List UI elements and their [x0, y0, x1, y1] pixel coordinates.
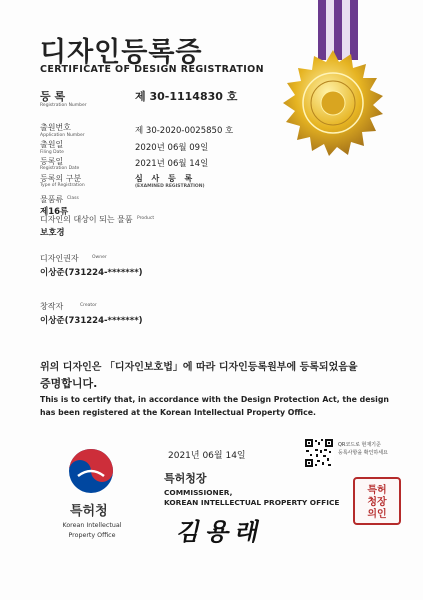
class-label: 물품류 — [40, 195, 64, 204]
registration-number: 제 30-1114830 호 — [135, 90, 238, 103]
registration-type-label-english: Type of Registration — [40, 183, 85, 188]
qr-caption-line: 등록사항을 확인하세요 — [338, 450, 388, 456]
stamp-line: 특허 — [367, 485, 387, 496]
filing-date-label-english: Filing Date — [40, 150, 64, 155]
class-label-english: Class — [67, 196, 79, 201]
commissioner-title-english-line: KOREAN INTELLECTUAL PROPERTY OFFICE — [164, 498, 340, 507]
filing-date-label: 출원일 — [40, 140, 64, 149]
application-number-label: 출원번호 — [40, 123, 71, 132]
statement-english-line: has been registered at the Korean Intellectual Property Office. — [40, 408, 316, 417]
kipo-name-korean: 특허청 — [70, 504, 108, 519]
product-value: 보호경 — [40, 228, 65, 238]
creator-label: 창작자 — [40, 302, 64, 311]
kipo-logo-icon — [66, 446, 116, 496]
creator-label-english: Creator — [80, 303, 97, 308]
statement-korean-line: 증명합니다. — [40, 377, 98, 390]
registration-label: 등 록 — [40, 90, 66, 103]
application-number-label-english: Application Number — [40, 133, 85, 138]
registration-date-label-english: Registration Date — [40, 166, 80, 171]
class-value: 제16류 — [40, 207, 69, 217]
owner-label: 디자인권자 — [40, 254, 79, 263]
kipo-name-english — [52, 521, 132, 541]
registration-date-value: 2021년 06월 14일 — [135, 159, 209, 169]
document-title: 디자인등록증 — [40, 37, 203, 68]
document-title-english: CERTIFICATE OF DESIGN REGISTRATION — [40, 64, 264, 75]
statement-korean — [40, 360, 400, 392]
commissioner-title-english — [164, 488, 339, 508]
registration-label-english: Registration Number — [40, 103, 87, 108]
filing-date-value: 2020년 06월 09일 — [135, 143, 209, 153]
commissioner-title-english-line: COMMISSIONER, — [164, 488, 233, 497]
product-label-english: Product — [137, 216, 155, 221]
registration-date-label: 등록일 — [40, 157, 64, 166]
stamp-line: 청장 — [367, 497, 387, 508]
product-label: 디자인의 대상이 되는 물품 — [40, 215, 133, 224]
issue-date: 2021년 06월 14일 — [168, 451, 246, 461]
registration-type-label: 등록의 구분 — [40, 174, 82, 183]
statement-english — [40, 393, 410, 419]
owner-value: 이상준(731224-*******) — [40, 268, 143, 278]
gold-seal-icon — [278, 48, 388, 158]
statement-korean-line: 위의 디자인은 「디자인보호법」에 따라 디자인등록원부에 등록되었음을 — [40, 362, 358, 373]
qr-caption — [338, 441, 388, 457]
kipo-name-english-line: Property Office — [68, 532, 116, 539]
qr-caption-line: QR코드로 현재기준 — [338, 442, 381, 448]
statement-english-line: This is to certify that, in accordance with the Design Protection Act, the design — [40, 395, 389, 404]
commissioner-signature: 김용래 — [174, 517, 269, 546]
registration-type-note: (EXAMINED REGISTRATION) — [135, 184, 205, 189]
registration-type-value: 심 사 등 록 — [135, 174, 196, 183]
commissioner-title-korean: 특허청장 — [164, 472, 207, 485]
qr-code-icon — [304, 438, 334, 468]
kipo-name-english-line: Korean Intellectual — [62, 522, 122, 529]
application-number-value: 제 30-2020-0025850 호 — [135, 126, 234, 136]
creator-value: 이상준(731224-*******) — [40, 316, 143, 326]
stamp-line: 의인 — [367, 509, 387, 520]
official-seal-stamp — [353, 477, 401, 525]
owner-label-english: Owner — [92, 255, 107, 260]
